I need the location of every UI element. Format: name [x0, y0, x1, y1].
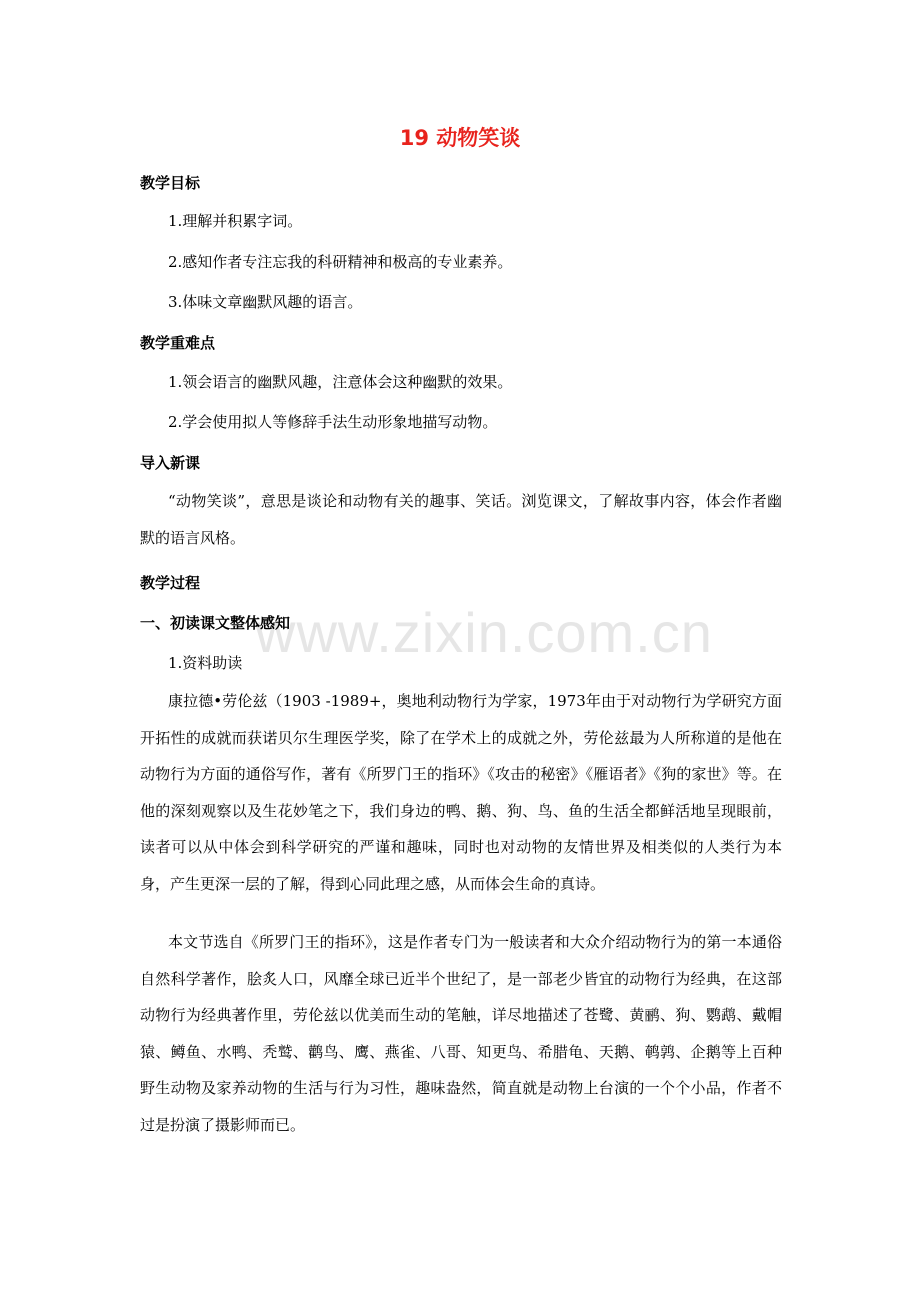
page-title: 19 动物笑谈 [399, 126, 521, 150]
paragraph-2: 本文节选自《所罗门王的指环》，这是作者专门为一般读者和大众介绍动物行为的第一本通俗自然科学著作，脍炙人口，风靡全球已近半个世纪了，是一部老少皆宜的动物行为经典，在这部动物行为经典著作里，劳伦兹以优美而生动的笔触，详尽地描述了苍鹭、黄鹂、狗、鹦鹉、戴帽猿、鳟鱼、水鸭、秃鹫、鹳鸟、鹰、燕雀、八哥、知更鸟、希腊龟、天鹅、鹌鹑、企鹅等上百种野生动物及家养动物的生活与行为习性，趣味盎然，简直就是动物上台演的一个个小品，作者不过是扮演了摄影师而已。 [140, 933, 782, 1134]
key-point-item-2: 2.学会使用拟人等修辞手法生动形象地描写动物。 [168, 413, 498, 431]
key-points-heading: 教学重难点 [140, 334, 216, 352]
watermark: www.zixin.com.cn [255, 601, 713, 664]
goal-item-3: 3.体味文章幽默风趣的语言。 [168, 293, 363, 311]
goals-heading: 教学目标 [140, 174, 201, 192]
goal-item-1: 1.理解并积累字词。 [168, 212, 303, 230]
goal-item-2: 2.感知作者专注忘我的科研精神和极高的专业素养。 [168, 253, 513, 271]
key-point-item-1: 1.领会语言的幽默风趣，注意体会这种幽默的效果。 [168, 373, 513, 391]
intro-paragraph: “动物笑谈”，意思是谈论和动物有关的趣事、笑话。浏览课文，了解故事内容，体会作者幽默的语言风格。 [140, 492, 782, 547]
paragraph-1: 康拉德•劳伦兹（1903 -1989+，奥地利动物行为学家，1973年由于对动物行为学研究方面开拓性的成就而获诺贝尔生理医学奖，除了在学术上的成就之外，劳伦兹最为人所称道的是他在动物行为方面的通俗写作，著有《所罗门王的指环》《攻击的秘密》《雁语者》《狗的家世》等。在他的深刻观察以及生花妙笔之下，我们身边的鸭、鹅、狗、鸟、鱼的生活全都鲜活地呈现眼前，读者可以从中体会到科学研究的严谨和趣味，同时也对动物的友情世界及相类似的人类行为本身，产生更深一层的了解，得到心同此理之感，从而体会生命的真诗。 [140, 692, 782, 893]
part1-item-1: 1.资料助读 [168, 654, 243, 672]
part1-heading: 一、初读课文整体感知 [140, 614, 291, 632]
intro-heading: 导入新课 [140, 454, 201, 472]
process-heading: 教学过程 [140, 574, 201, 592]
